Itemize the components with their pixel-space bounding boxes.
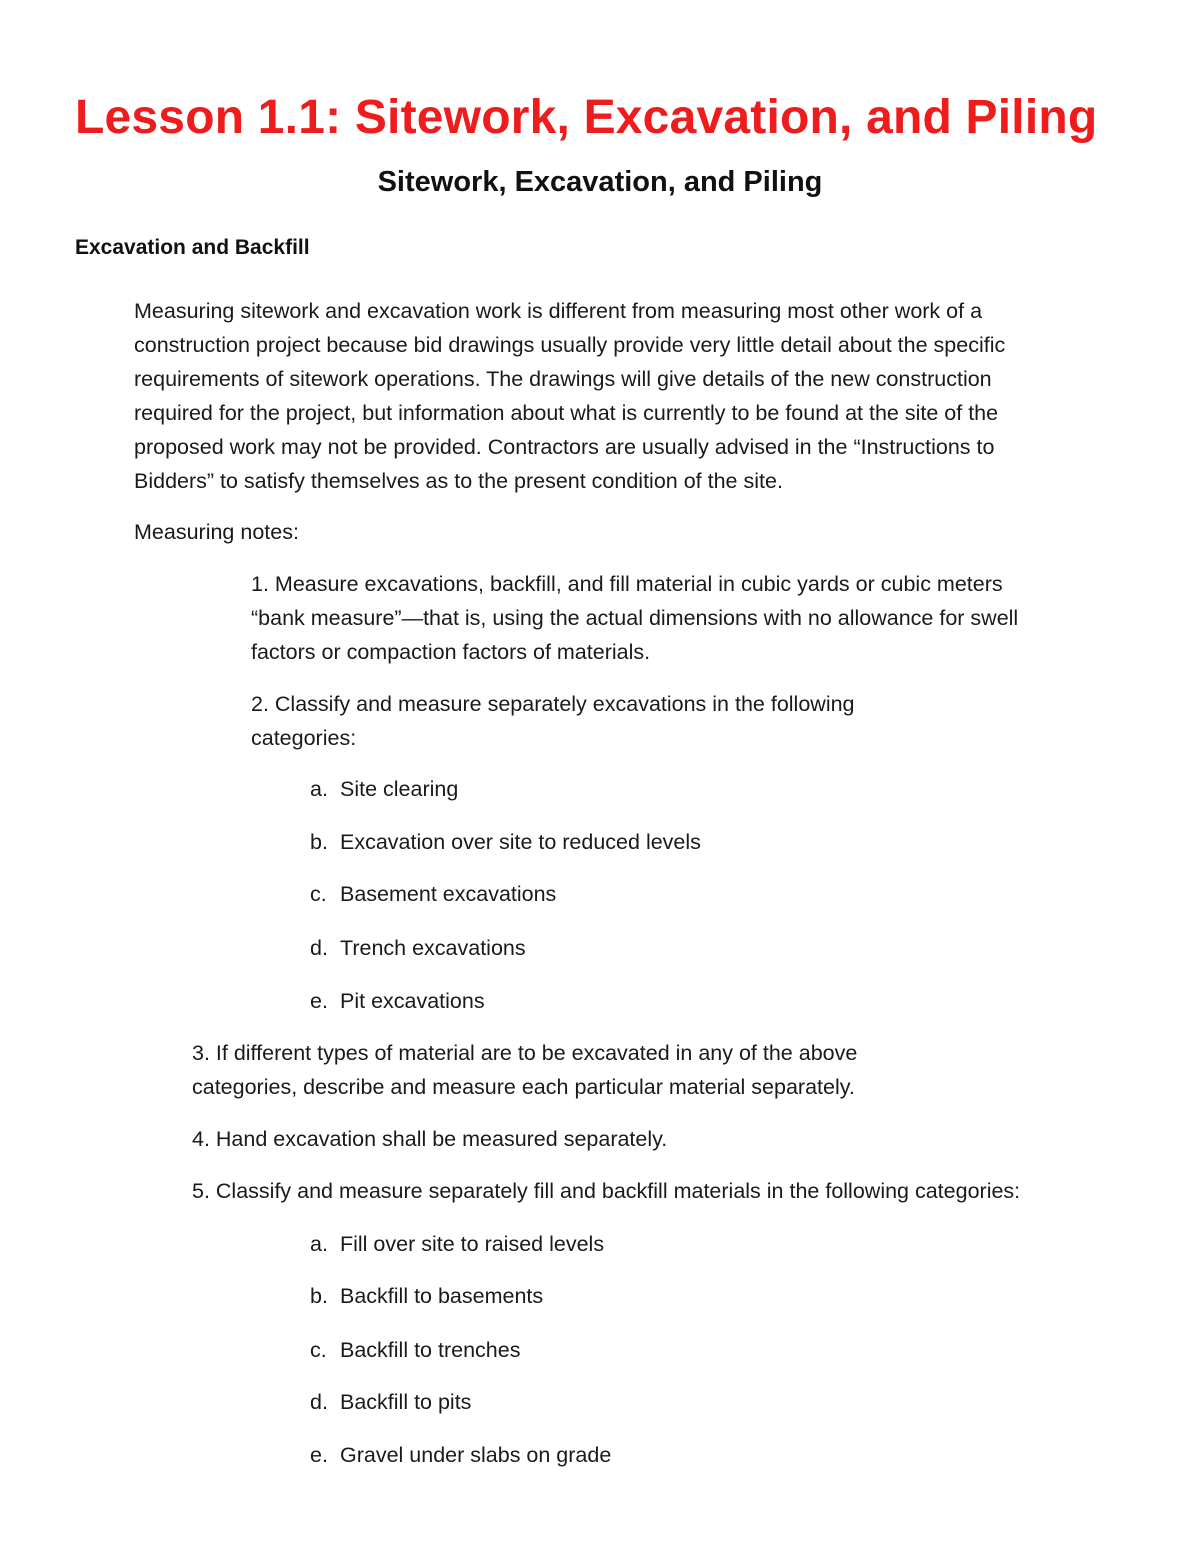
intro-line: Measuring sitework and excavation work is different from measuring most other work of a [134, 299, 983, 323]
note-1 [251, 567, 1018, 669]
item-label: c. [310, 882, 327, 906]
item-text: Pit excavations [340, 989, 485, 1013]
item-text: Fill over site to raised levels [340, 1232, 605, 1256]
note-1-line: factors or compaction factors of materials. [251, 640, 651, 664]
item-text: Backfill to basements [340, 1284, 544, 1308]
fill-category-item [310, 1333, 520, 1367]
document-title: Lesson 1.1: Sitework, Excavation, and Piling [75, 91, 1098, 144]
item-label: c. [310, 1338, 327, 1362]
note-2-line: 2. Classify and measure separately excavations in the following [251, 692, 855, 716]
note-1-line: “bank measure”—that is, using the actual dimensions with no allowance for swell [251, 606, 1019, 630]
item-text: Trench excavations [340, 936, 526, 960]
excavation-category-item [310, 931, 526, 965]
item-text: Site clearing [340, 777, 459, 801]
intro-line: required for the project, but information about what is currently to be found at the site of the [134, 401, 999, 425]
excavation-category-item [310, 984, 485, 1018]
item-label: a. [310, 777, 328, 801]
document-subtitle: Sitework, Excavation, and Piling [377, 166, 823, 198]
note-2-line: categories: [251, 726, 357, 750]
note-4: 4. Hand excavation shall be measured separately. [192, 1127, 668, 1151]
excavation-category-item [310, 772, 458, 806]
item-text: Backfill to trenches [340, 1338, 521, 1362]
fill-category-item [310, 1227, 604, 1261]
intro-paragraph [134, 294, 1114, 498]
excavation-category-item [310, 877, 556, 911]
note-3-line: categories, describe and measure each particular material separately. [192, 1075, 855, 1099]
note-2 [251, 687, 855, 755]
notes-label: Measuring notes: [134, 520, 299, 544]
item-text: Gravel under slabs on grade [340, 1443, 612, 1467]
intro-line: proposed work may not be provided. Contractors are usually advised in the “Instructions to [134, 435, 995, 459]
intro-line: construction project because bid drawings usually provide very little detail about the specific [134, 333, 1006, 357]
item-label: b. [310, 1284, 328, 1308]
section-heading: Excavation and Backfill [75, 236, 310, 259]
item-label: e. [310, 989, 328, 1013]
note-1-line: 1. Measure excavations, backfill, and fill material in cubic yards or cubic meters [251, 572, 1003, 596]
fill-category-item [310, 1438, 611, 1472]
item-label: d. [310, 1390, 328, 1414]
note-3-line: 3. If different types of material are to be excavated in any of the above [192, 1041, 858, 1065]
intro-line: Bidders” to satisfy themselves as to the present condition of the site. [134, 469, 783, 493]
item-text: Basement excavations [340, 882, 557, 906]
item-text: Backfill to pits [340, 1390, 472, 1414]
item-text: Excavation over site to reduced levels [340, 830, 701, 854]
item-label: b. [310, 830, 328, 854]
intro-line: requirements of sitework operations. The drawings will give details of the new construction [134, 367, 992, 391]
note-5: 5. Classify and measure separately fill and backfill materials in the following categories: [192, 1179, 1021, 1203]
fill-category-item [310, 1385, 471, 1419]
item-label: d. [310, 936, 328, 960]
note-3 [192, 1036, 857, 1104]
fill-category-item [310, 1279, 543, 1313]
excavation-category-item [310, 825, 701, 859]
item-label: a. [310, 1232, 328, 1256]
item-label: e. [310, 1443, 328, 1467]
